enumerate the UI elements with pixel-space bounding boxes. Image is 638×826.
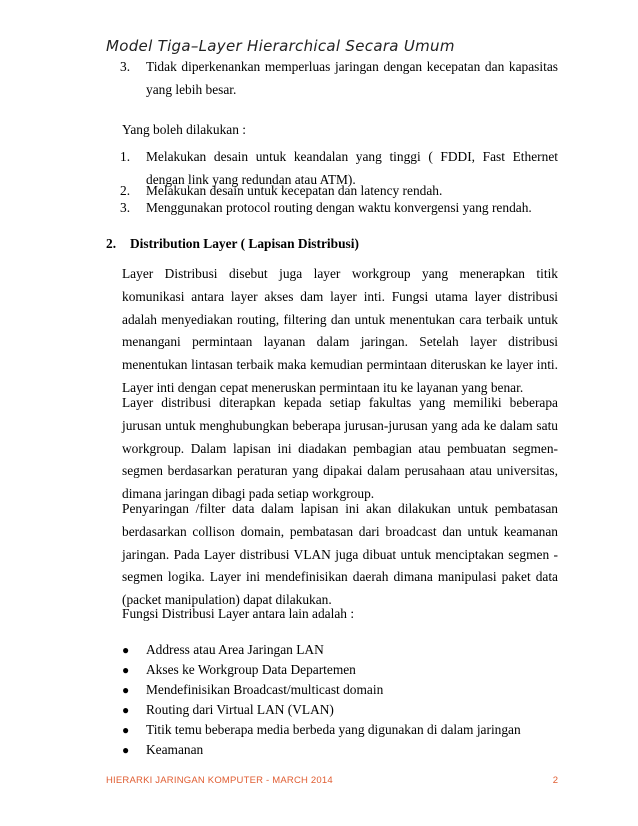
bullet-item [122, 739, 558, 762]
paragraph: Yang boleh dilakukan : [122, 122, 246, 137]
bullet-item-text: Akses ke Workgroup Data Departemen [146, 662, 356, 677]
bullet-icon: ● [122, 723, 130, 737]
list-item [120, 197, 558, 220]
footer-title: HIERARKI JARINGAN KOMPUTER - MARCH 2014 [106, 775, 333, 786]
bullet-item-text: Routing dari Virtual LAN (VLAN) [146, 702, 334, 717]
bullet-icon: ● [122, 683, 130, 697]
list-number: 3. [120, 59, 131, 74]
section-title: Distribution Layer ( Lapisan Distribusi) [130, 236, 359, 251]
bullet-item-text: Address atau Area Jaringan LAN [146, 642, 324, 657]
bullet-icon: ● [122, 663, 130, 677]
list-item-text: Tidak diperkenankan memperluas jaringan dengan kecepatan dan kapasitas yang lebih besar. [146, 59, 558, 97]
section-heading [106, 233, 558, 256]
bullet-item-text: Titik temu beberapa media berbeda yang digunakan di dalam jaringan [146, 722, 521, 737]
running-header: Model Tiga–Layer Hierarchical Secara Umum [106, 37, 455, 55]
bullet-item-text: Mendefinisikan Broadcast/multicast domain [146, 682, 384, 697]
list-number: 2. [120, 183, 131, 198]
bullet-item-text: Keamanan [146, 742, 204, 757]
bullet-icon: ● [122, 743, 130, 757]
list-item [120, 56, 558, 102]
list-item-text: Melakukan desain untuk keandalan yang tinggi ( FDDI, Fast Ethernet dengan link yang redundan atau ATM). [146, 149, 558, 187]
paragraph: Layer Distribusi disebut juga layer workgroup yang menerapkan titik komunikasi antara layer akses dam layer inti. Fungsi utama layer distribusi adalah menyediakan routing, filtering dan untuk menentukan cara terbaik untuk menangani permintaan layanan dalam jaringan. Setelah layer distribusi menentukan lintasan terbaik maka kemudian permintaan diteruskan ke layer inti. Layer inti dengan cepat meneruskan permintaan itu ke layanan yang benar. [122, 266, 558, 395]
page-number: 2 [552, 775, 558, 786]
paragraph: Penyaringan /filter data dalam lapisan ini akan dilakukan untuk pembatasan berdasarkan collison domain, pembatasan dari broadcast dan untuk keamanan jaringan. Pada Layer distribusi VLAN juga dibuat untuk menciptakan segmen - segmen logika. Layer ini mendefinisikan daerah dimana manipulasi paket data (packet manipulation) dapat dilakukan. [122, 501, 558, 608]
section-number: 2. [106, 236, 117, 251]
list-number: 1. [120, 149, 131, 164]
paragraph: Layer distribusi diterapkan kepada setiap fakultas yang memiliki beberapa jurusan untuk menghubungkan beberapa jurusan-jurusan yang ada ke dalam satu workgroup. Dalam lapisan ini diadakan pembagian atau pembuatan segmen-segmen berdasarkan peraturan yang dipakai dalam perusahaan atau universitas, dimana jaringan dibagi pada setiap workgroup. [122, 395, 558, 502]
paragraph: Fungsi Distribusi Layer antara lain adalah : [122, 606, 355, 621]
bullet-icon: ● [122, 643, 130, 657]
bullet-icon: ● [122, 703, 130, 717]
list-item-text: Menggunakan protocol routing dengan waktu konvergensi yang rendah. [146, 200, 532, 215]
list-item-text: Melakukan desain untuk kecepatan dan latency rendah. [146, 183, 443, 198]
list-number: 3. [120, 200, 131, 215]
